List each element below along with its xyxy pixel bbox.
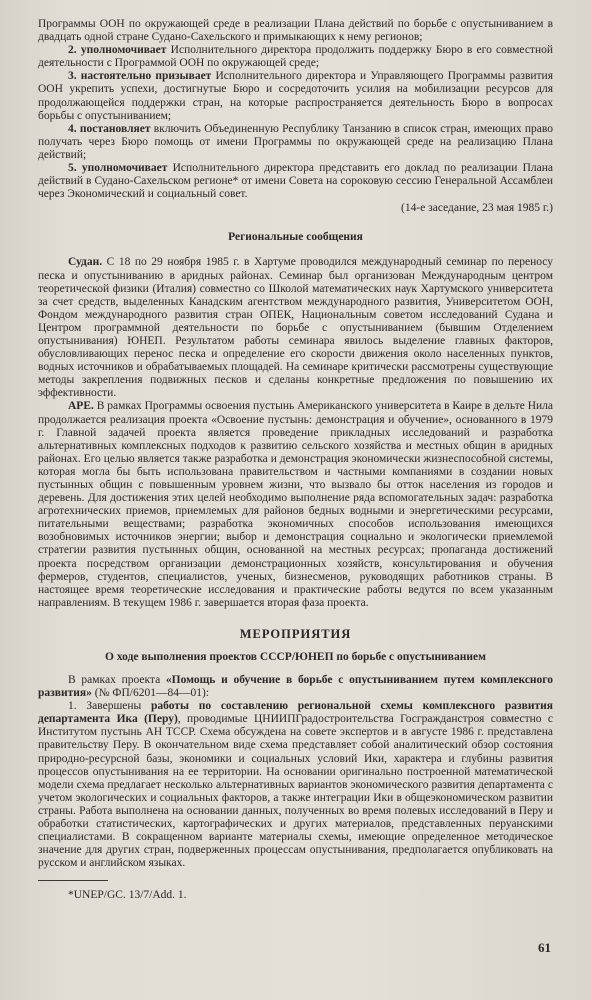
resolution-item-3: [38, 70, 553, 122]
item-number: 1. Завершены: [68, 700, 152, 713]
resolution-date: (14-е заседание, 23 мая 1985 г.): [401, 202, 553, 215]
are-text: В рамках Программы освоения пустынь Американского университета в Каире в дельте Нила продолжается реализация проекта «Освоение пустынь: демонстрация и обучение», основанного в 1979 г. Главной задачей проекта является проведение прикладных исследований и разработка альтернативных комплексных подходов к развитию сельского хозяйства и местных общин в аридных районах. Его целью является также разработка и демонстрация экономически жизнеспособной системы, которая могла бы быть использована правительством и частными компаниями в создании новых пустынных общин с повышенным уровнем жизни, что вызвало бы отток населения из городов и деревень. Для достижения этих целей необходимо выполнение ряда вспомогательных задач: разработка агротехнических приемов, приемлемых для районов бедных водными и энергетическими ресурсами, питательными веществами; разработка экономичных способов использования имеющихся возобновимых источников энергии; выбор и демонстрация социально и экологически приемлемой стратегии развития пустынных общин, основанной на местных ресурсах; пропаганда достижений проекта посредством организации демонстрационных хозяйств, консультирования и обучения фермеров, студентов, специалистов, ученых, бизнесменов, руководящих работников страны. В настоящее время теоретические исследования и практические работы ведутся по всем указанным направлениям. В текущем 1986 г. завершается вторая фаза проекта.: [38, 400, 554, 609]
resolution-item-2: [38, 44, 553, 70]
resolution-item-5: [38, 162, 553, 201]
resolution-text: Исполнительного директора продолжить поддержку Бюро в его совместной деятельности с Программой ООН по окружающей среде;: [38, 44, 554, 70]
resolution-intro: Программы ООН по окружающей среде в реализации Плана действий по борьбе с опустыниванием в двадцать одной стране Судано-Сахельского и примыкающих к нему регионов;: [38, 18, 553, 44]
sudan-text: С 18 по 29 ноября 1985 г. в Хартуме проводился международный семинар по переносу песка и опустыниванию в аридных районах. Семинар был организован Международным центром теоретической физики (Италия) совместно со Школой математических наук Хартумского университета за счет средств, выделенных Канадским агентством международного развития, Университетом ООН, Фондом международного развития стран ОПЕК, Национальным советом исследований Судана и Центром программной деятельности по борьбе с опустыниванием (бывшим Отделением опустынивания) ЮНЕП. Результатом работы семинара явилось выделение главных факторов, обусловливающих перенос песка и определение его скорости движения около населенных пунктов, водных источников и обрабатываемых площадей. На семинаре критически рассмотрены существующие методы закрепления подвижных песков и сделаны конкретные предложения по повышению их эффективности.: [38, 256, 553, 400]
page-number: 61: [538, 940, 551, 955]
resolution-verb: 2. уполномочивает: [68, 44, 167, 57]
resolution-verb: 3. настоятельно призывает: [68, 70, 212, 83]
regional-heading: Региональные сообщения: [228, 231, 363, 244]
resolution-verb: 5. уполномочивает: [68, 162, 168, 175]
country-label: АРЕ.: [68, 400, 94, 413]
project-item-1: [38, 700, 553, 870]
footnote-divider: [38, 880, 108, 881]
item-title: работы по составлению региональной схемы комплексного развития департамента Ика (Перу): [38, 700, 553, 726]
resolution-text: Исполнительного директора представить его доклад по реализации Плана действий в Судано-Сахельском регионе* от имени Совета на сороковую сессию Генеральной Ассамблеи через Экономический и социальный совет.: [38, 162, 553, 201]
resolution-text: Исполнительного директора и Управляющего Программы развития ООН укрепить успехи, достигнутые Бюро и сосредоточить усилия на мобилизации ресурсов для продолжающейся поддержки стран, на которые распространяется деятельность Бюро в вопросах борьбы с опустыниванием;: [38, 70, 553, 122]
intro-text: В рамках проекта: [68, 673, 166, 686]
country-label: Судан.: [68, 256, 103, 269]
resolution-items: [38, 44, 553, 201]
footnote: *UNEP/GC. 13/7/Add. 1.: [68, 889, 187, 902]
resolution-verb: 4. постановляет: [68, 122, 151, 135]
item-text: , проводимые ЦНИИПГрадостроительства Госгражданстроя совместно с Институтом пустынь АН ТССР. Схема обсуждена на совете экспертов и в августе 1986 г. представлена правительству Перу. В окончательном виде схема представляет собой аналитический обзор состояния природно-ресурсной базы, экономики и социальных условий Ики, характера и глубины развития процессов опустынивания на ее территории. На основании оригинально построенной математической модели схема предлагает несколько альтернативных вариантов экономического развития департамента с учетом экологических и социальных факторов, а также интеграции Ики в общеэкономическом развитии страны. Работа выполнена на основании данных, полученных во время полевых исследований в Перу и обработки статистических, картографических и других материалов, представленных перуанскими специалистами. В сокращенном варианте материалы схемы, имеющие определенное методическое значение для других стран, подверженных процессам опустынивания, предполагается опубликовать на русском и английском языках.: [38, 713, 553, 870]
sudan-paragraph: [38, 256, 553, 400]
events-heading: МЕРОПРИЯТИЯ: [239, 626, 352, 641]
resolution-text: включить Объединенную Республику Танзанию в список стран, имеющих право получать через Бюро помощь от имени Программы по окружающей среде на реализацию Плана действий;: [38, 122, 553, 161]
project-number: (№ ФП/6201—84—01):: [91, 687, 210, 700]
are-paragraph: [38, 400, 553, 610]
events-subheading: О ходе выполнения проектов СССР/ЮНЕП по борьбе с опустыниванием: [105, 650, 486, 663]
resolution-item-4: [38, 123, 553, 162]
project-intro: [38, 674, 553, 700]
project-title: «Помощь и обучение в борьбе с опустыниванием путем комплексного развития»: [38, 673, 553, 700]
